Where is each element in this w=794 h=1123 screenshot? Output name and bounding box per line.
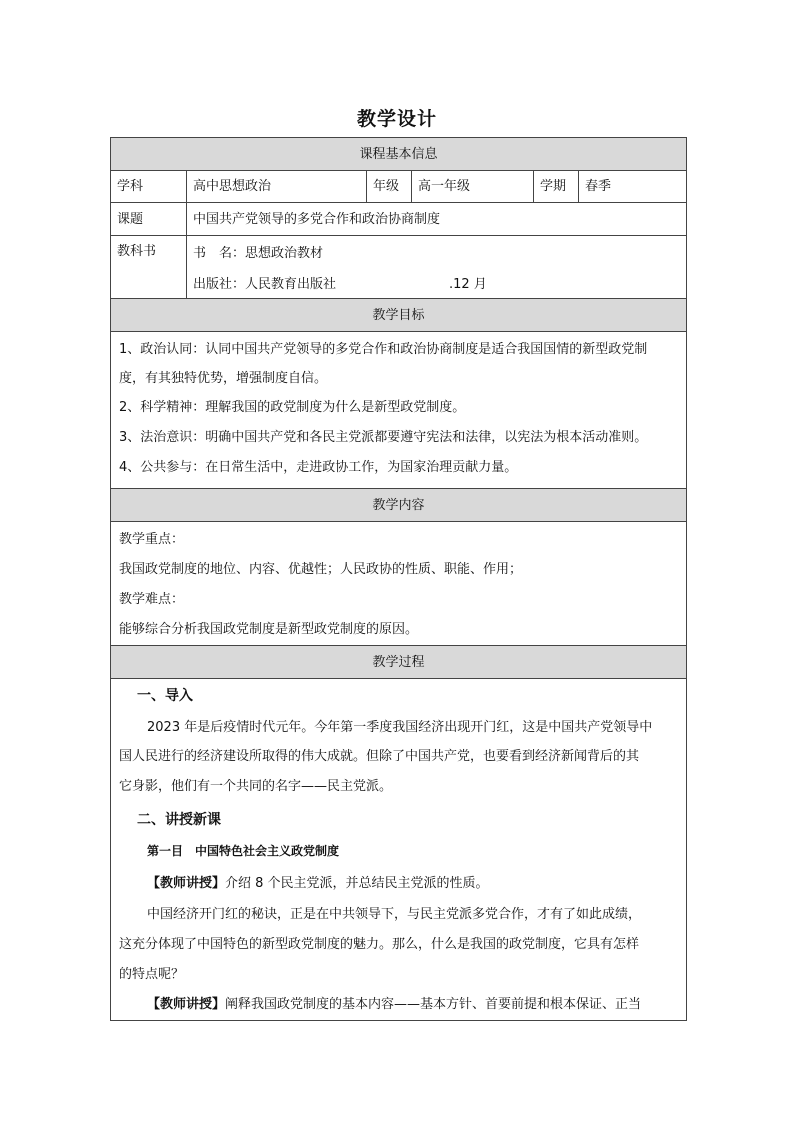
textbook-info xyxy=(187,236,687,298)
objectives-header: 教学目标 xyxy=(111,299,686,332)
section-1-title: 一、导入 xyxy=(137,688,193,704)
para-2-line-2: 这充分体现了中国特色的新型政党制度的魅力。那么，什么是我国的政党制度，它具有怎样 xyxy=(119,937,640,952)
document-title: 教学设计 xyxy=(356,108,437,130)
intro-line-1: 2023 年是后疫情时代元年。今年第一季度我国经济出现开门红，这是中国共产党领导中 xyxy=(147,720,653,735)
key-points-text: 我国政党制度的地位、内容、优越性；人民政协的性质、职能、作用； xyxy=(119,562,523,577)
subject-row xyxy=(111,171,686,203)
textbook-row xyxy=(111,236,686,299)
topic-value: 中国共产党领导的多党合作和政治协商制度 xyxy=(193,212,441,227)
term-value: 春季 xyxy=(585,179,612,194)
teacher-lecture-2 xyxy=(147,993,641,1012)
publish-date: .12 月 xyxy=(449,277,487,292)
objective-1-line-2: 度，有其独特优势，增强制度自信。 xyxy=(119,371,328,386)
subsection-1-title: 第一目 中国特色社会主义政党制度 xyxy=(147,844,340,858)
intro-line-2: 国人民进行的经济建设所取得的伟大成就。但除了中国共产党，也要看到经济新闻背后的其 xyxy=(119,749,640,764)
topic-label: 课题 xyxy=(111,203,187,235)
process-body xyxy=(111,679,686,1021)
objectives-body xyxy=(111,332,686,489)
publisher: 出版社：人民教育出版社 xyxy=(193,277,337,292)
content-body xyxy=(111,522,686,646)
lesson-plan-table xyxy=(110,137,687,1021)
content-header: 教学内容 xyxy=(111,489,686,522)
process-header: 教学过程 xyxy=(111,646,686,679)
key-points-label: 教学重点： xyxy=(119,532,185,547)
difficulty-text: 能够综合分析我国政党制度是新型政党制度的原因。 xyxy=(119,622,419,637)
subject-value: 高中思想政治 xyxy=(187,171,367,202)
grade-label: 年级 xyxy=(367,171,412,202)
objective-4: 4、公共参与：在日常生活中，走进政协工作，为国家治理贡献力量。 xyxy=(119,460,518,475)
teacher-lecture-1 xyxy=(147,872,489,891)
textbook-label: 教科书 xyxy=(111,236,187,298)
objective-3: 3、法治意识：明确中国共产党和各民主党派都要遵守宪法和法律，以宪法为根本活动准则。 xyxy=(119,430,648,445)
section-2-title: 二、讲授新课 xyxy=(137,812,221,828)
teacher-lecture-text-1: 介绍 8 个民主党派，并总结民主党派的性质。 xyxy=(225,876,489,891)
intro-line-3: 它身影，他们有一个共同的名字——民主党派。 xyxy=(119,779,393,794)
para-2-line-3: 的特点呢？ xyxy=(119,967,185,982)
grade-value: 高一年级 xyxy=(412,171,534,202)
teacher-lecture-tag-1: 【教师讲授】 xyxy=(147,876,226,891)
topic-row xyxy=(111,203,686,236)
book-name: 书 名：思想政治教材 xyxy=(193,246,324,261)
objective-1-line-1: 1、政治认同：认同中国共产党领导的多党合作和政治协商制度是适合我国国情的新型政党制 xyxy=(119,342,648,357)
subject-label: 学科 xyxy=(111,171,187,202)
term-label: 学期 xyxy=(534,171,579,202)
para-2-line-1: 中国经济开门红的秘诀，正是在中共领导下，与民主党派多党合作，才有了如此成绩， xyxy=(147,907,642,922)
teacher-lecture-text-2: 阐释我国政党制度的基本内容——基本方针、首要前提和根本保证、正当 xyxy=(225,997,642,1012)
basic-info-header: 课程基本信息 xyxy=(111,138,686,171)
difficulty-label: 教学难点： xyxy=(119,592,185,607)
teacher-lecture-tag-2: 【教师讲授】 xyxy=(147,997,226,1012)
objective-2: 2、科学精神：理解我国的政党制度为什么是新型政党制度。 xyxy=(119,400,466,415)
